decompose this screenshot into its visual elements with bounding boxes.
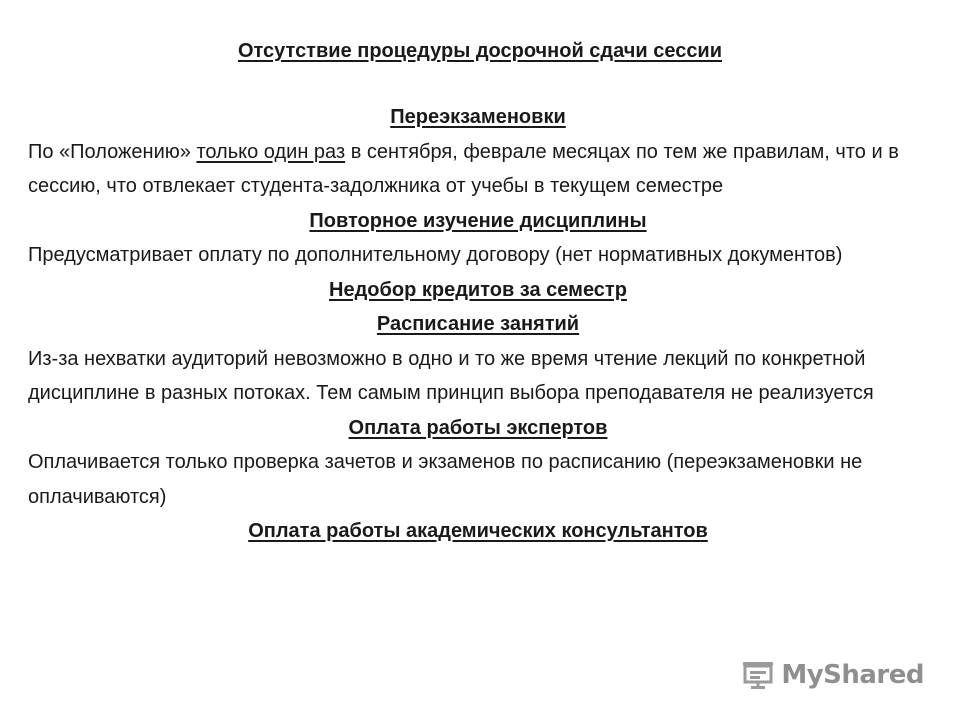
watermark [741,660,924,690]
heading-consultants-pay: Оплата работы академических консультантов [248,520,708,542]
projector-screen-icon [741,660,775,690]
paragraph-retakes [28,135,928,204]
slide-content [28,100,928,549]
retakes-text-underlined: только один раз [196,140,346,163]
retakes-text-after: в сентября, феврале месяцах по тем же правилам, что и в сессию, что отвлекает студента-задолжника от учебы в текущем семестре [28,140,899,197]
slide-title: Отсутствие процедуры досрочной сдачи сессии [237,40,723,62]
paragraph-schedule: Из-за нехватки аудиторий невозможно в одно и то же время чтение лекций по конкретной дисциплине в разных потоках. Тем самым принцип выбора преподавателя не реализуется [28,347,874,404]
watermark-text: MyShared [781,660,924,690]
heading-schedule: Расписание занятий [376,313,580,335]
heading-experts-pay: Оплата работы экспертов [348,416,608,439]
heading-credits-shortage: Недобор кредитов за семестр [329,278,627,301]
paragraph-repeat-study: Предусматривает оплату по дополнительному договору (нет нормативных документов) [28,244,843,266]
retakes-text-before: По «Положению» [28,140,191,163]
heading-repeat-study: Повторное изучение дисциплины [309,209,647,232]
heading-retakes: Переэкзаменовки [390,106,566,128]
paragraph-experts-pay: Оплачивается только проверка зачетов и экзаменов по расписанию (переэкзаменовки не оплачиваются) [28,451,863,508]
